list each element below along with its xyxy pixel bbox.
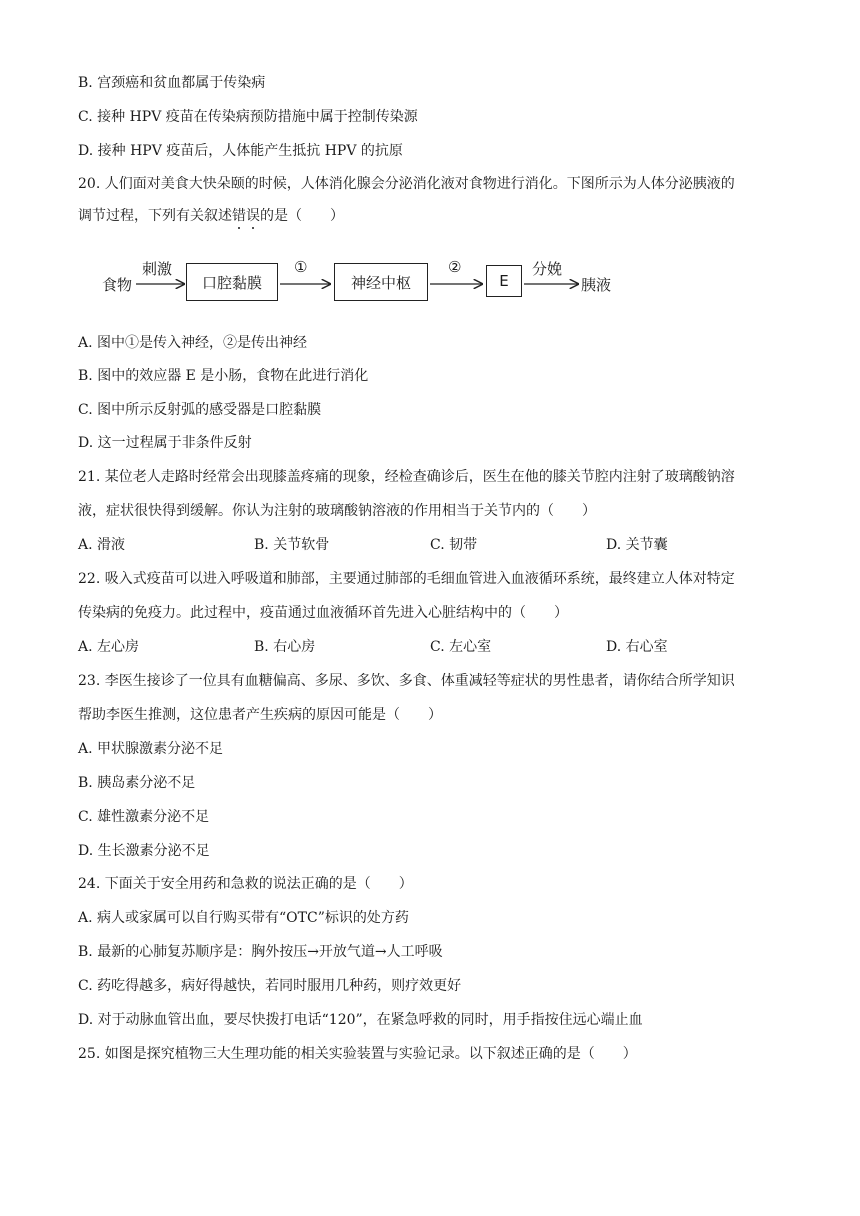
q24-stem: 24. 下面关于安全用药和急救的说法正确的是（ ） [78, 876, 413, 892]
reflex-arc-diagram [100, 254, 640, 314]
q20-option-b: B. 图中的效应器 E 是小肠，食物在此进行消化 [78, 368, 369, 384]
q20-stem-post: 的是（ ） [260, 208, 344, 224]
q22-stem-line2: 传染病的免疫力。此过程中，疫苗通过血液循环首先进入心脏结构中的（ ） [78, 605, 568, 621]
diagram-arrow-1-label: ① [294, 258, 308, 276]
q23-stem-line2: 帮助李医生推测，这位患者产生疾病的原因可能是（ ） [78, 707, 442, 723]
q23-option-c: C. 雄性激素分泌不足 [78, 809, 210, 825]
q23-option-b: B. 胰岛素分泌不足 [78, 775, 196, 791]
q24-option-b: B. 最新的心肺复苏顺序是：胸外按压→开放气道→人工呼吸 [78, 944, 443, 960]
q20-stem-pre: 调节过程，下列有关叙述 [78, 208, 232, 224]
diagram-food: 食物 [102, 276, 133, 294]
q21-option-a: A. 滑液 [78, 537, 126, 553]
q24-option-a: A. 病人或家属可以自行购买带有“OTC”标识的处方药 [78, 910, 409, 926]
q20-option-c: C. 图中所示反射弧的感受器是口腔黏膜 [78, 402, 322, 418]
q22-option-b: B. 右心房 [254, 639, 316, 655]
q25-stem: 25. 如图是探究植物三大生理功能的相关实验装置与实验记录。以下叙述正确的是（ ） [78, 1046, 637, 1062]
diagram-box-effector-e: E [486, 265, 522, 297]
q20-option-d: D. 这一过程属于非条件反射 [78, 435, 252, 451]
q19-option-c: C. 接种 HPV 疫苗在传染病预防措施中属于控制传染源 [78, 109, 418, 125]
q24-option-c: C. 药吃得越多，病好得越快，若同时服用几种药，则疗效更好 [78, 978, 462, 994]
diagram-box-nerve-center: 神经中枢 [334, 263, 428, 301]
diagram-secrete-label: 分娩 [532, 260, 563, 278]
diagram-box-oral-mucosa: 口腔黏膜 [186, 263, 278, 301]
diagram-pancreatic-juice: 胰液 [581, 276, 612, 294]
q21-stem-line1: 21. 某位老人走路时经常会出现膝盖疼痛的现象，经检查确诊后，医生在他的膝关节腔内注射了玻璃酸钠溶 [78, 469, 735, 485]
q20-option-a: A. 图中①是传入神经，②是传出神经 [78, 335, 308, 351]
q19-option-d: D. 接种 HPV 疫苗后，人体能产生抵抗 HPV 的抗原 [78, 143, 403, 159]
diagram-stimulus-label: 刺激 [142, 260, 173, 278]
q21-stem-line2: 液，症状很快得到缓解。你认为注射的玻璃酸钠溶液的作用相当于关节内的（ ） [78, 503, 596, 519]
diagram-arrow-2-label: ② [448, 258, 462, 276]
q21-option-b: B. 关节软骨 [254, 537, 330, 553]
q22-option-c: C. 左心室 [430, 639, 492, 655]
q24-option-d: D. 对于动脉血管出血，要尽快拨打电话“120”，在紧急呼救的同时，用手指按住远心端止血 [78, 1012, 643, 1028]
q23-option-d: D. 生长激素分泌不足 [78, 843, 210, 859]
q22-option-d: D. 右心室 [606, 639, 668, 655]
q23-option-a: A. 甲状腺激素分泌不足 [78, 741, 224, 757]
q20-emphasis-char-2: 误 [246, 208, 260, 224]
q22-stem-line1: 22. 吸入式疫苗可以进入呼吸道和肺部，主要通过肺部的毛细血管进入血液循环系统，最终建立人体对特定 [78, 571, 735, 587]
q20-stem-line2 [78, 206, 344, 226]
q20-emphasis-char-1: 错 [232, 208, 246, 224]
q23-stem-line1: 23. 李医生接诊了一位具有血糖偏高、多尿、多饮、多食、体重减轻等症状的男性患者，请你结合所学知识 [78, 673, 735, 689]
q21-option-c: C. 韧带 [430, 537, 478, 553]
q20-stem-line1: 20. 人们面对美食大快朵颐的时候，人体消化腺会分泌消化液对食物进行消化。下图所示为人体分泌胰液的 [78, 176, 735, 192]
q21-option-d: D. 关节囊 [606, 537, 668, 553]
q22-option-a: A. 左心房 [78, 639, 140, 655]
q19-option-b: B. 宫颈癌和贫血都属于传染病 [78, 75, 266, 91]
